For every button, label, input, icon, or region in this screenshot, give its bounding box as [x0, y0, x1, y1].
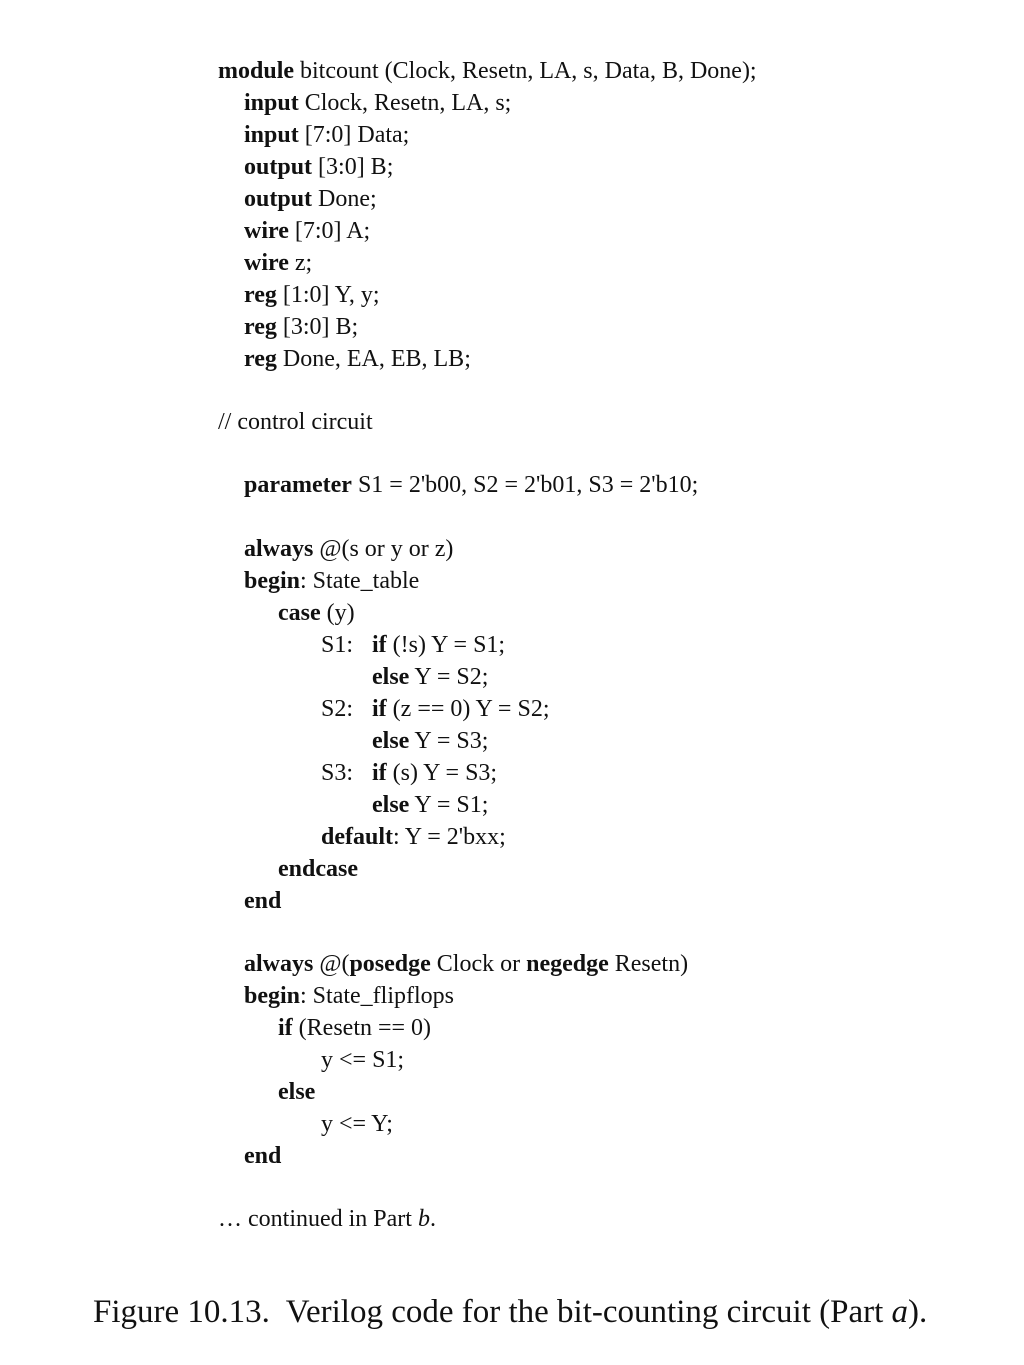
code-case-label-s2: S2: [321, 696, 354, 722]
code-line-begin-1: begin: State_table [244, 568, 420, 594]
code-line-input-1: input Clock, Resetn, LA, s; [244, 90, 512, 116]
code-line-output-1: output [3:0] B; [244, 154, 394, 180]
code-line-reg-1: reg [1:0] Y, y; [244, 282, 380, 308]
code-line-default: default: Y = 2'bxx; [321, 824, 506, 850]
figure-caption: Figure 10.13. Verilog code for the bit-counting circuit (Part a). [93, 1294, 928, 1330]
code-line-always-2: always @(posedge Clock or negedge Resetn) [244, 951, 689, 977]
code-line-reg-3: reg Done, EA, EB, LB; [244, 346, 471, 372]
code-line-else-2: else [278, 1079, 316, 1105]
code-line-input-2: input [7:0] Data; [244, 122, 410, 148]
code-line-s3-else: else Y = S1; [372, 792, 489, 818]
code-line-reg-2: reg [3:0] B; [244, 314, 359, 340]
code-line-assign-y: y <= Y; [321, 1111, 393, 1137]
code-line-s3-if: if (s) Y = S3; [372, 760, 498, 786]
code-line-begin-2: begin: State_flipflops [244, 983, 454, 1009]
code-line-module: module bitcount (Clock, Resetn, LA, s, Data, B, Done); [218, 58, 757, 84]
code-line-s1-else: else Y = S2; [372, 664, 489, 690]
code-line-s2-else: else Y = S3; [372, 728, 489, 754]
code-line-endcase: endcase [278, 856, 358, 882]
code-line-wire-1: wire [7:0] A; [244, 218, 371, 244]
code-comment-control-circuit: // control circuit [218, 409, 373, 435]
code-line-s1-if: if (!s) Y = S1; [372, 632, 506, 658]
code-line-parameter: parameter S1 = 2'b00, S2 = 2'b01, S3 = 2'b10; [244, 472, 699, 498]
code-line-case: case (y) [278, 600, 355, 626]
code-line-if-reset: if (Resetn == 0) [278, 1015, 432, 1041]
code-line-wire-2: wire z; [244, 250, 313, 276]
code-line-always-1: always @(s or y or z) [244, 536, 454, 562]
code-case-label-s3: S3: [321, 760, 354, 786]
code-line-output-2: output Done; [244, 186, 377, 212]
code-line-end-2: end [244, 1143, 282, 1169]
code-continued-note: … continued in Part b. [218, 1206, 436, 1232]
code-line-assign-s1: y <= S1; [321, 1047, 405, 1073]
code-line-end-1: end [244, 888, 282, 914]
code-case-label-s1: S1: [321, 632, 354, 658]
code-line-s2-if: if (z == 0) Y = S2; [372, 696, 550, 722]
